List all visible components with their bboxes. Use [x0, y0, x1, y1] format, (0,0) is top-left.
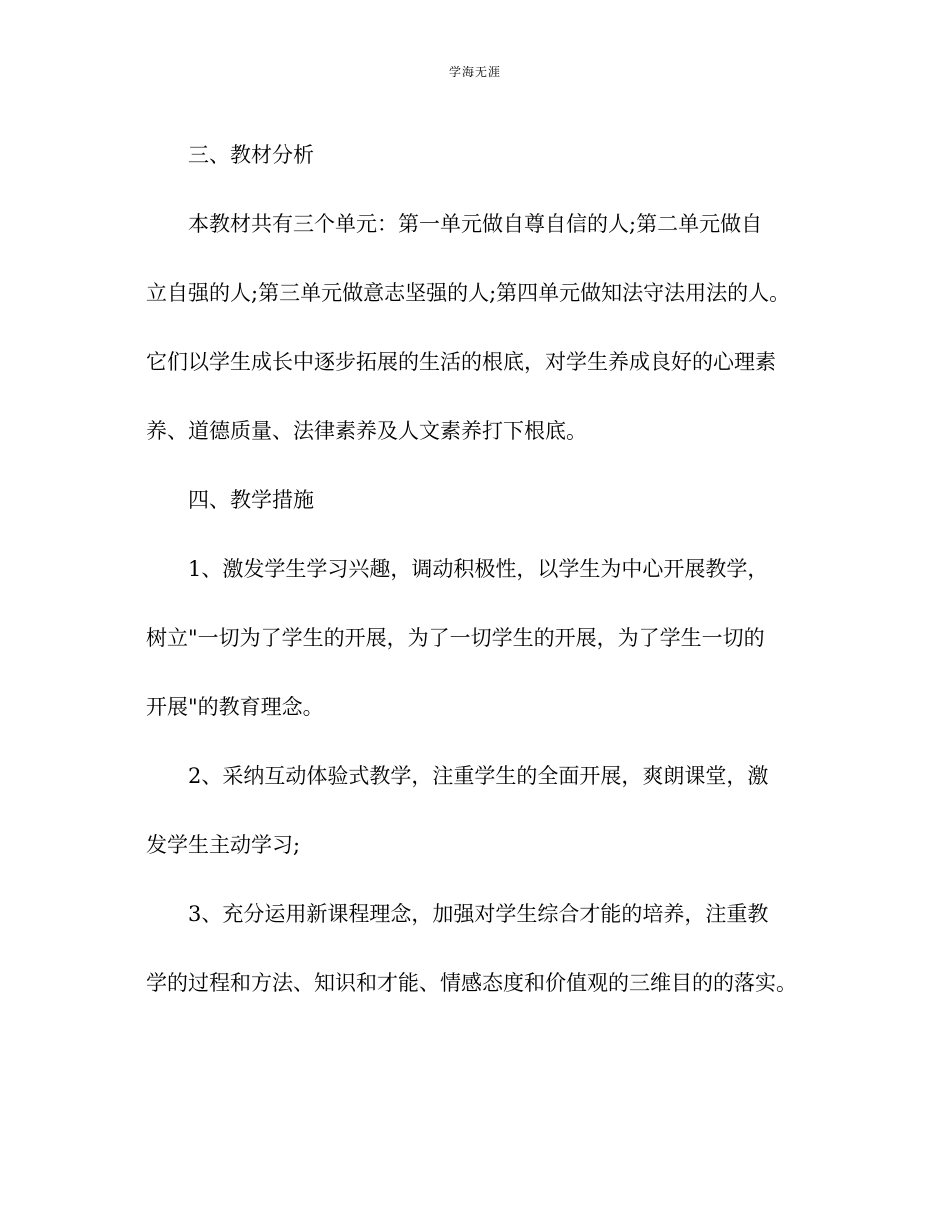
paragraph-textbook-overview: [146, 207, 826, 448]
paragraph-measure-3: [146, 897, 826, 1000]
paragraph-line: 养、道德质量、法律素养及人文素养打下根底。: [146, 419, 587, 443]
paragraph-line: 3、充分运用新课程理念，加强对学生综合才能的培养，注重教: [188, 902, 769, 926]
paragraph-line: 开展"的教育理念。: [146, 695, 324, 719]
document-body: [146, 138, 826, 1035]
running-header: 学海无涯: [448, 65, 501, 79]
section-heading-textbook-analysis: 三、教材分析: [188, 143, 314, 167]
paragraph-line: 立自强的人;第三单元做意志坚强的人;第四单元做知法守法用法的人。: [146, 281, 791, 305]
paragraph-measure-1: [146, 552, 826, 724]
paragraph-line: 发学生主动学习;: [146, 833, 301, 857]
paragraph-measure-2: [146, 759, 826, 862]
paragraph-line: 本教材共有三个单元：第一单元做自尊自信的人;第二单元做自: [188, 212, 763, 236]
paragraph-line: 它们以学生成长中逐步拓展的生活的根底，对学生养成良好的心理素: [146, 350, 776, 374]
paragraph-line: 2、采纳互动体验式教学，注重学生的全面开展，爽朗课堂，激: [188, 764, 769, 788]
paragraph-line: 1、激发学生学习兴趣，调动积极性，以学生为中心开展教学，: [188, 557, 769, 581]
section-heading-teaching-measures: 四、教学措施: [188, 488, 314, 512]
paragraph-line: 树立"一切为了学生的开展，为了一切学生的开展，为了学生一切的: [146, 626, 765, 650]
paragraph-line: 学的过程和方法、知识和才能、情感态度和价值观的三维目的的落实。: [146, 971, 797, 995]
